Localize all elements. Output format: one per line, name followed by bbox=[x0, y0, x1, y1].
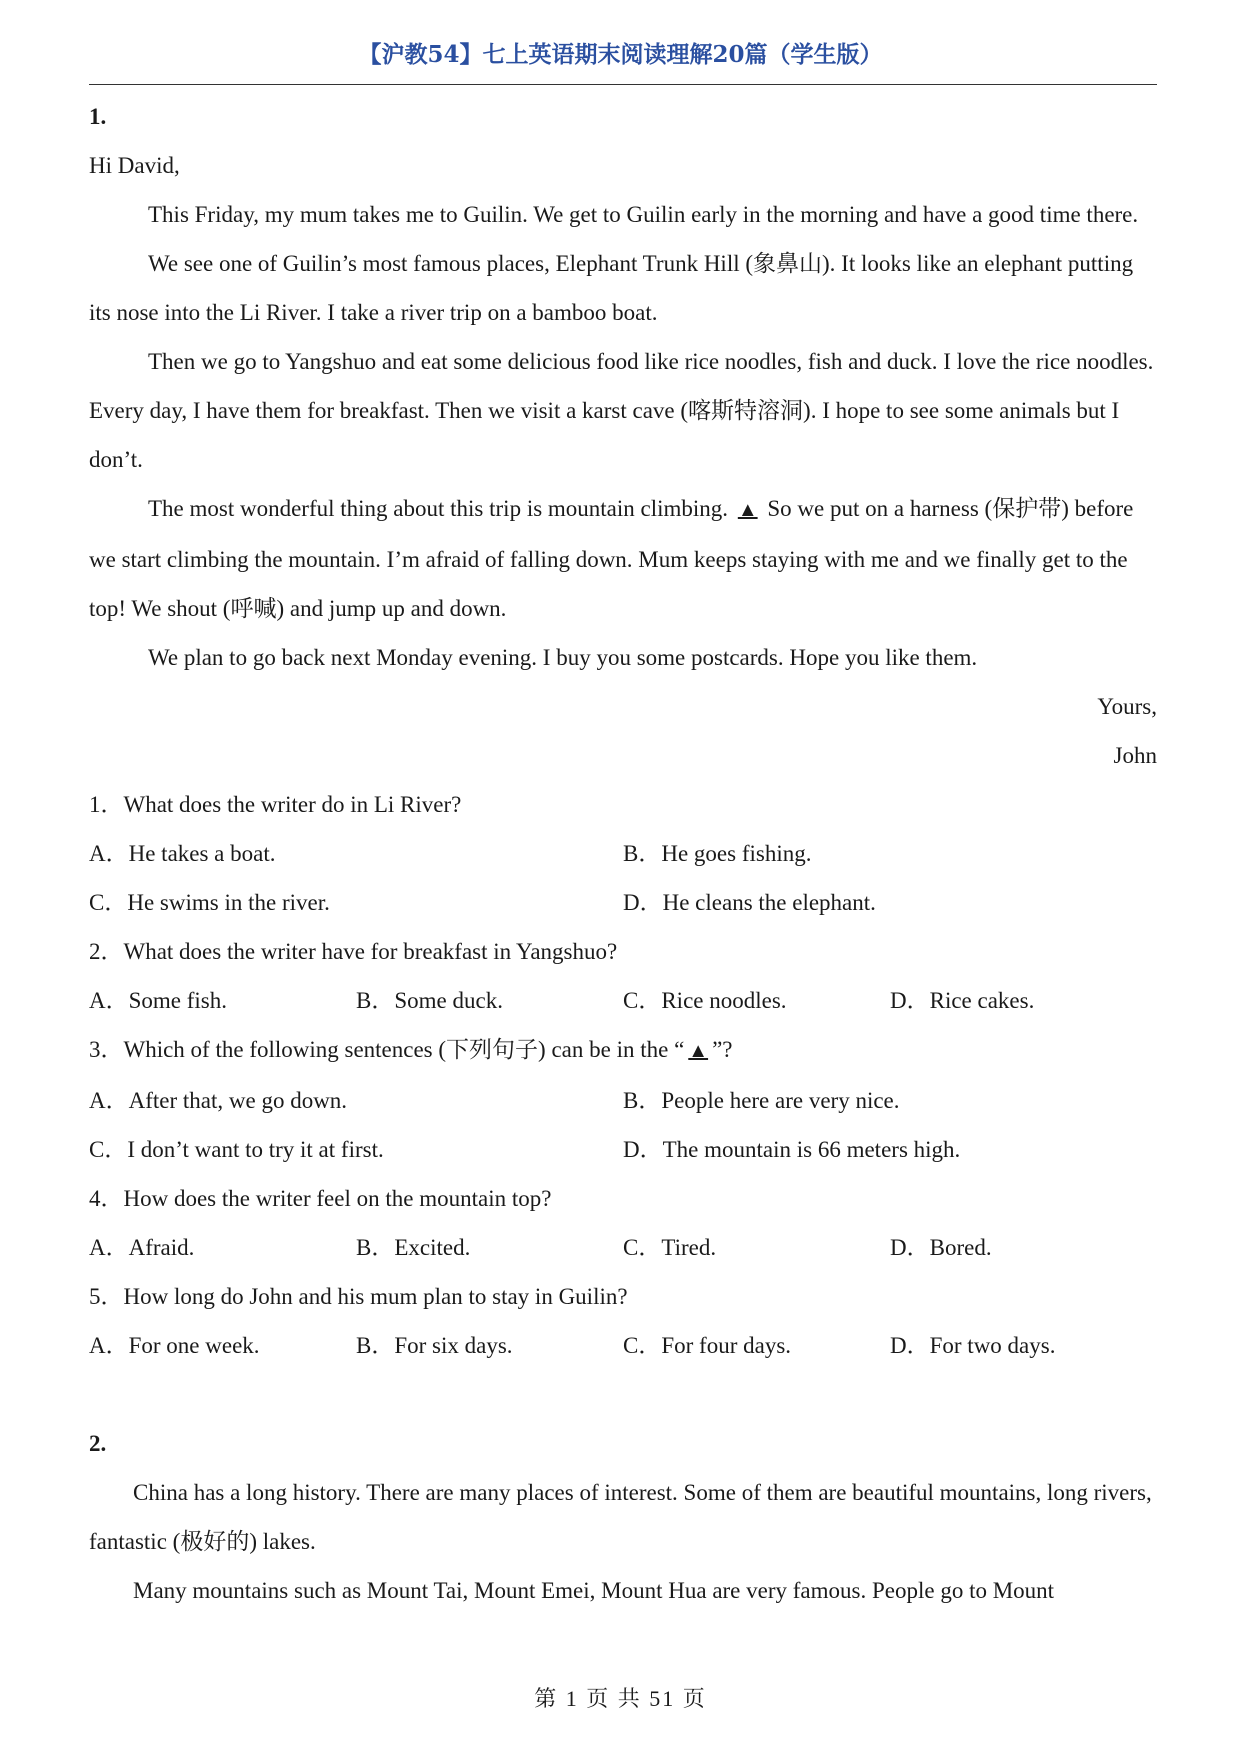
question-4-options bbox=[89, 1223, 1157, 1272]
page-footer: 第 1 页 共 51 页 bbox=[534, 1686, 707, 1711]
question-3-options-row-1 bbox=[89, 1076, 1157, 1125]
passage-1-paragraph-3: Then we go to Yangshuo and eat some delicious food like rice noodles, fish and duck. I love the rice noodles. Every day, I have them for breakfast. Then we visit a karst cave (喀斯特溶洞). I hope to see some animals but I don’t. bbox=[89, 349, 1154, 472]
question-2-stem: 2．What does the writer have for breakfast in Yangshuo? bbox=[89, 939, 618, 964]
question-1-option-a[interactable]: A．He takes a boat. bbox=[89, 841, 276, 866]
question-1-stem: 1．What does the writer do in Li River? bbox=[89, 792, 462, 817]
question-5-stem: 5．How long do John and his mum plan to stay in Guilin? bbox=[89, 1284, 628, 1309]
question-1-option-d[interactable]: D．He cleans the elephant. bbox=[623, 890, 876, 915]
question-2-options bbox=[89, 976, 1157, 1025]
passage-1-paragraph-1: This Friday, my mum takes me to Guilin. We get to Guilin early in the morning and have a good time there. bbox=[148, 202, 1139, 227]
passage-2-number: 2. bbox=[89, 1431, 107, 1456]
question-1-options-row-2 bbox=[89, 878, 1157, 927]
letter-greeting: Hi David, bbox=[89, 153, 180, 178]
question-3-option-a[interactable]: A．After that, we go down. bbox=[89, 1088, 348, 1113]
question-3-stem-after: ”? bbox=[712, 1037, 733, 1062]
question-3-blank: ▲ bbox=[688, 1040, 709, 1062]
question-3-option-c[interactable]: C．I don’t want to try it at first. bbox=[89, 1137, 384, 1162]
question-5-option-b[interactable]: B．For six days. bbox=[356, 1333, 513, 1358]
question-3-option-b[interactable]: B．People here are very nice. bbox=[623, 1088, 900, 1113]
paragraph-4-text-after: So we put on a harness (保护带) before we start climbing the mountain. I’m afraid of falling down. Mum keeps staying with me and we finally get to the top! We shout (呼喊) and jump up and down. bbox=[89, 496, 1134, 621]
question-1-options-row-1 bbox=[89, 829, 1157, 878]
header-divider bbox=[89, 84, 1157, 85]
section-spacer bbox=[89, 1370, 1157, 1419]
question-5-options bbox=[89, 1321, 1157, 1370]
passage-2-paragraph-2: Many mountains such as Mount Tai, Mount Emei, Mount Hua are very famous. People go to Mount bbox=[133, 1578, 1055, 1603]
passage-1-paragraph-4 bbox=[89, 484, 1157, 633]
question-2-option-b[interactable]: B．Some duck. bbox=[356, 988, 503, 1013]
passage-1-paragraph-5: We plan to go back next Monday evening. I buy you some postcards. Hope you like them. bbox=[148, 645, 978, 670]
question-1-option-b[interactable]: B．He goes fishing. bbox=[623, 841, 812, 866]
question-2-option-a[interactable]: A．Some fish. bbox=[89, 988, 227, 1013]
passage-2-paragraph-1: China has a long history. There are many places of interest. Some of them are beautiful mountains, long rivers, fantastic (极好的) lakes. bbox=[89, 1480, 1152, 1554]
passage-1-paragraph-2: We see one of Guilin’s most famous places, Elephant Trunk Hill (象鼻山). It looks like an elephant putting its nose into the Li River. I take a river trip on a bamboo boat. bbox=[89, 251, 1134, 325]
page-header-title: 【沪教54】七上英语期末阅读理解20篇（学生版） bbox=[358, 41, 883, 68]
question-2-option-c[interactable]: C．Rice noodles. bbox=[623, 988, 787, 1013]
letter-closing: Yours, bbox=[1097, 694, 1157, 719]
question-3-stem bbox=[89, 1025, 1157, 1076]
question-4-option-d[interactable]: D．Bored. bbox=[890, 1235, 992, 1260]
question-1-option-c[interactable]: C．He swims in the river. bbox=[89, 890, 330, 915]
paragraph-4-text-before: The most wonderful thing about this trip is mountain climbing. bbox=[148, 496, 729, 521]
letter-signature: John bbox=[1113, 743, 1157, 768]
question-4-option-c[interactable]: C．Tired. bbox=[623, 1235, 717, 1260]
passage-1-number: 1. bbox=[89, 104, 107, 129]
question-2-option-d[interactable]: D．Rice cakes. bbox=[890, 988, 1035, 1013]
question-5-option-d[interactable]: D．For two days. bbox=[890, 1333, 1056, 1358]
question-5-option-c[interactable]: C．For four days. bbox=[623, 1333, 792, 1358]
answer-blank: ▲ bbox=[737, 499, 758, 521]
page-content bbox=[89, 92, 1157, 1615]
question-3-option-d[interactable]: D．The mountain is 66 meters high. bbox=[623, 1137, 961, 1162]
question-3-stem-before: 3．Which of the following sentences (下列句子) can be in the “ bbox=[89, 1037, 685, 1062]
question-4-option-b[interactable]: B．Excited. bbox=[356, 1235, 471, 1260]
question-4-stem: 4．How does the writer feel on the mountain top? bbox=[89, 1186, 552, 1211]
question-4-option-a[interactable]: A．Afraid. bbox=[89, 1235, 195, 1260]
question-3-options-row-2 bbox=[89, 1125, 1157, 1174]
question-5-option-a[interactable]: A．For one week. bbox=[89, 1333, 260, 1358]
